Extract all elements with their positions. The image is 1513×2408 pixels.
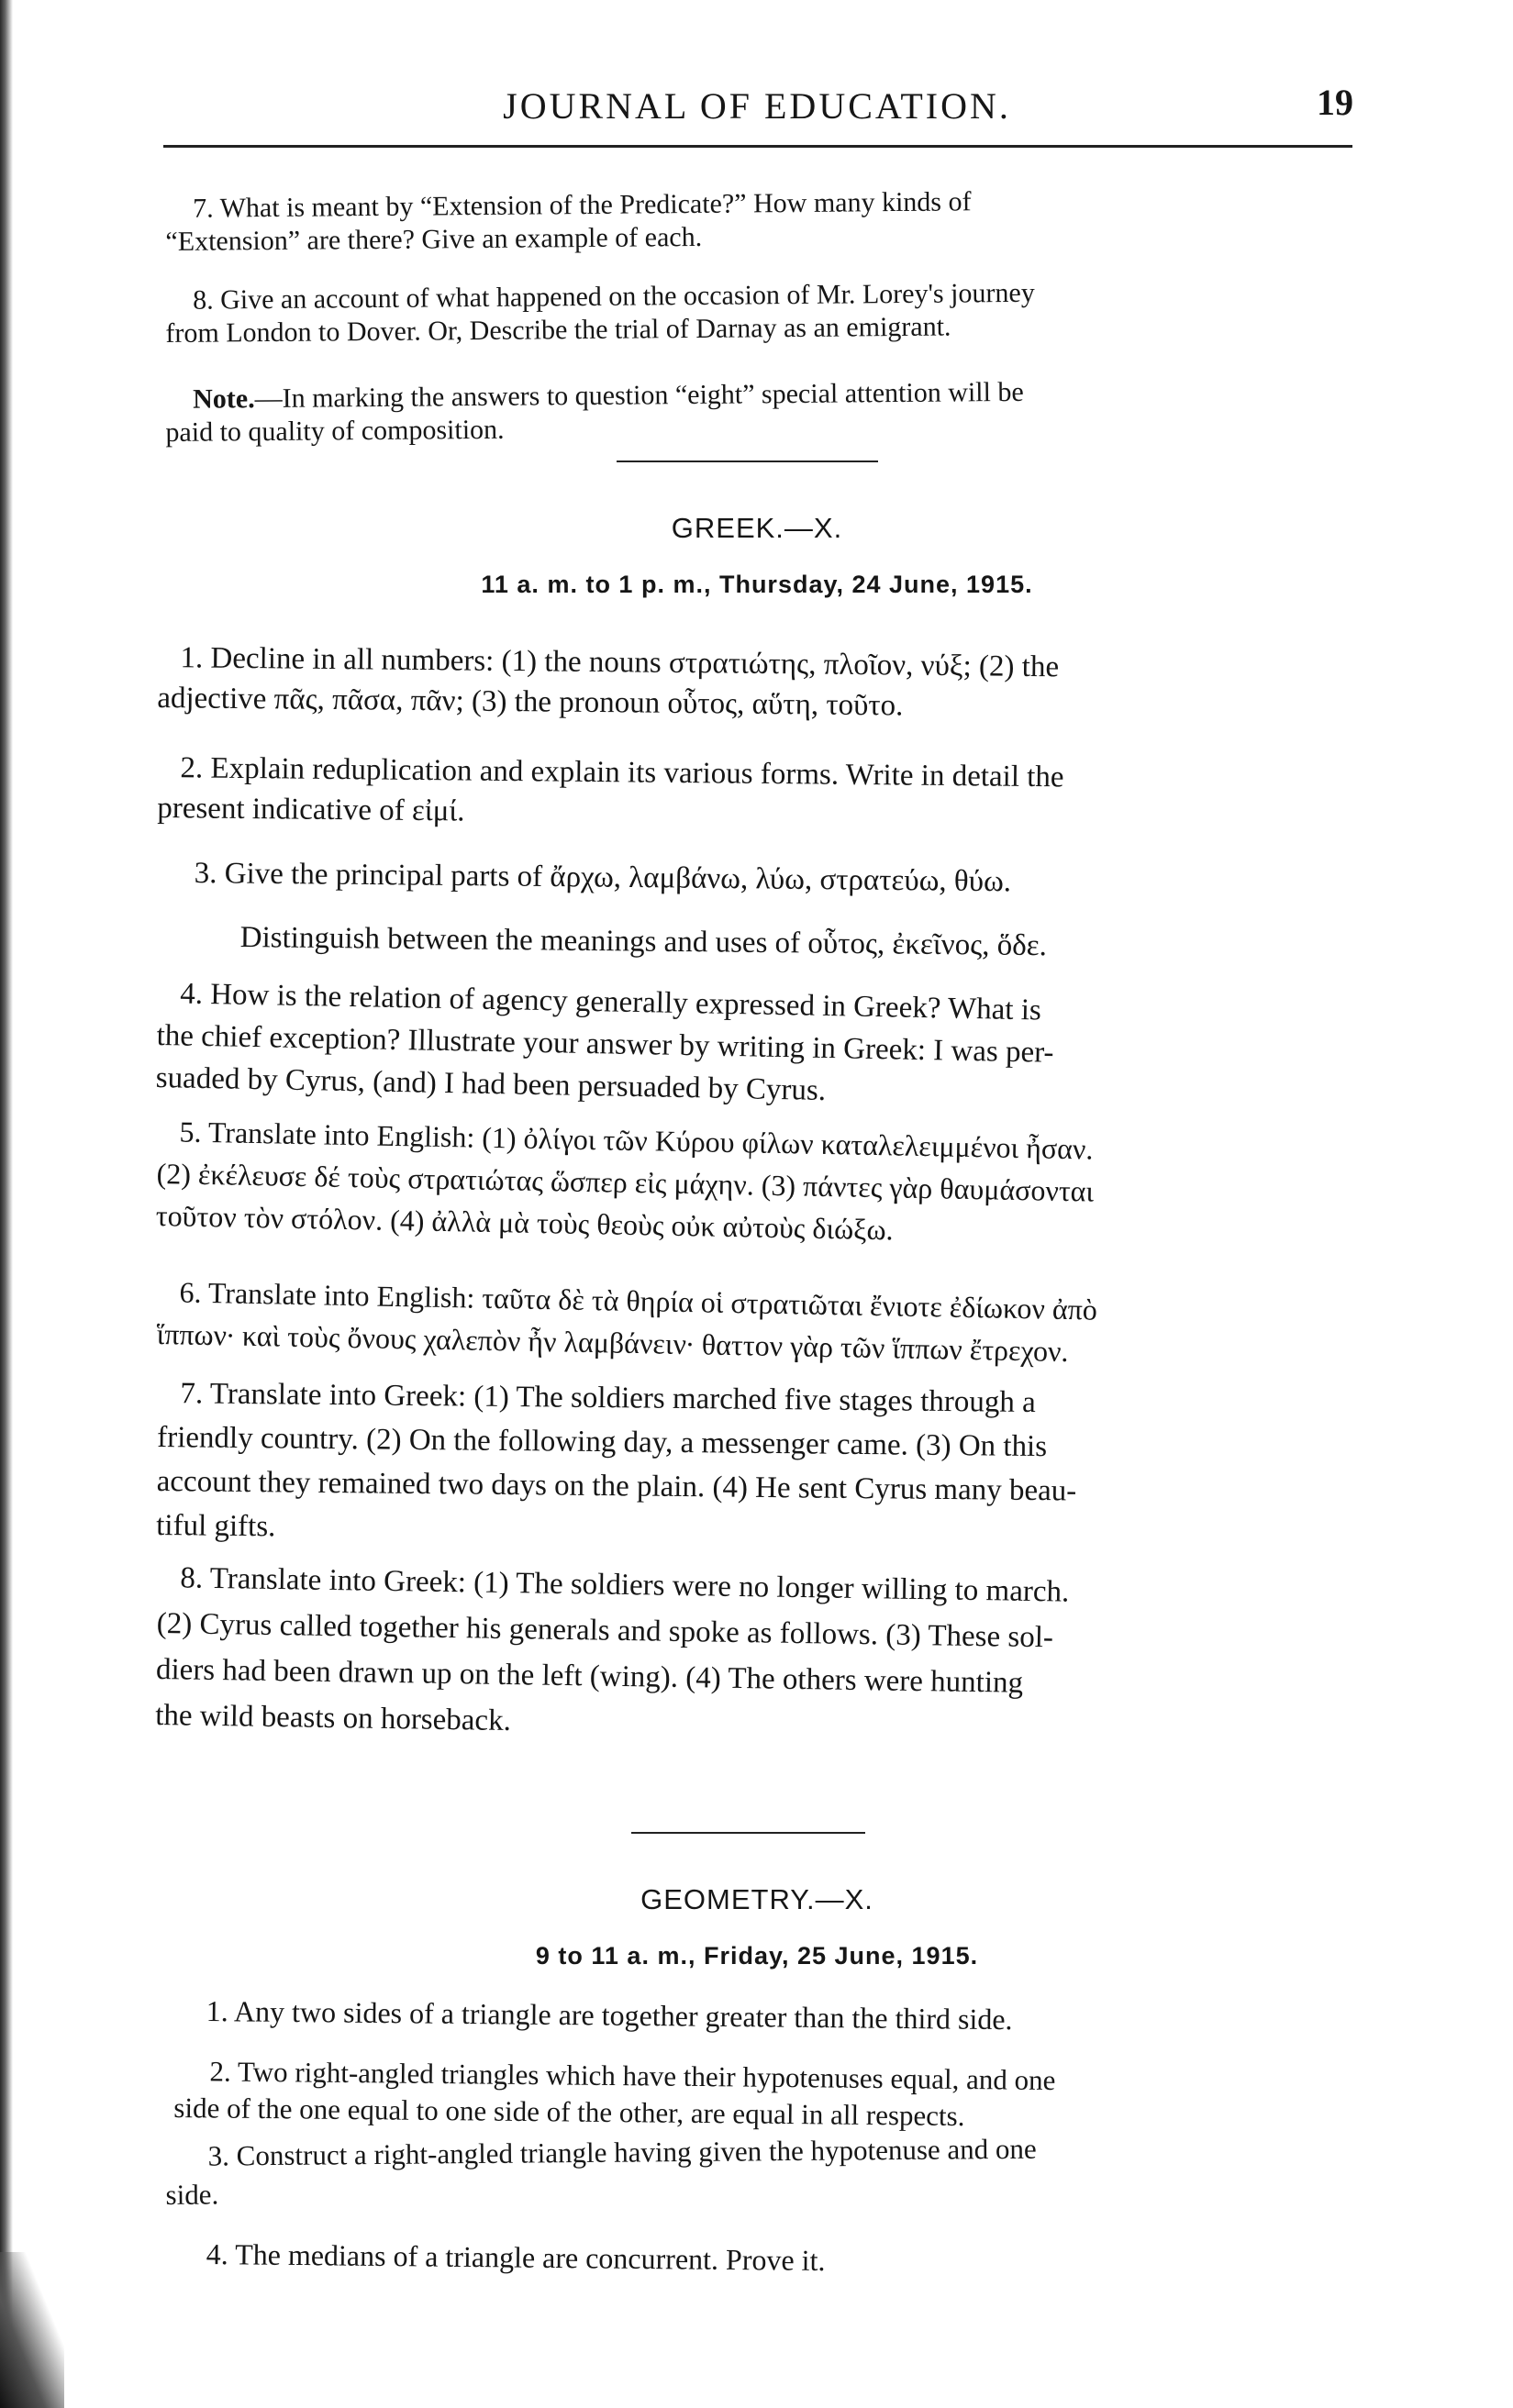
greek-q4-line-3: suaded by Cyrus, (and) I had been persuaded by Cyrus. <box>155 1060 827 1107</box>
greek-time: 11 a. m. to 1 p. m., Thursday, 24 June, 1915. <box>481 571 1033 598</box>
section-divider-2 <box>631 1832 865 1834</box>
geometry-time: 9 to 11 a. m., Friday, 25 June, 1915. <box>535 1942 979 1970</box>
greek-q8-line-2: (2) Cyrus called together his generals and spoke as follows. (3) These sol- <box>156 1606 1054 1655</box>
greek-q6 <box>156 1271 1360 1378</box>
greek-q3 <box>195 853 1360 905</box>
greek-q7-line-1: 7. Translate into Greek: (1) The soldiers marched five stages through a <box>157 1376 1036 1420</box>
greek-q3-line-1: 3. Give the principal parts of ἄρχω, λαμβάνω, λύω, στρατεύω, θύω. <box>194 856 1012 899</box>
question-8-line-1: 8. Give an account of what happened on the occasion of Mr. Lorey's journey <box>165 277 1035 316</box>
greek-q8-line-3: diers had been drawn up on the left (wing). (4) The others were hunting <box>155 1652 1024 1700</box>
greek-q4-line-2: the chief exception? Illustrate your answer by writing in Greek: I was per- <box>156 1018 1054 1070</box>
greek-q5-line-3: τοῦτον τὸν στόλον. (4) ἀλλὰ μὰ τοὺς θεοὺς οὐκ αὐτοὺς διώξω. <box>155 1198 894 1247</box>
greek-q8-line-1: 8. Translate into Greek: (1) The soldiers were no longer willing to march. <box>157 1560 1070 1609</box>
geometry-q2-line-1: 2. Two right-angled triangles which have their hypotenuses equal, and one <box>173 2055 1056 2097</box>
geometry-q3-line-2: side. <box>165 2178 219 2211</box>
geometry-heading: GEOMETRY.—X. <box>640 1883 873 1915</box>
note-line-2: paid to quality of composition. <box>165 414 505 448</box>
journal-title: JOURNAL OF EDUCATION. <box>503 85 1011 127</box>
greek-q3-line-2: Distinguish between the meanings and uses of οὗτος, ἐκεῖνος, ὅδε. <box>239 920 1048 963</box>
greek-q7-line-3: account they remained two days on the plain. (4) He sent Cyrus many beau- <box>156 1464 1077 1508</box>
question-8 <box>165 274 1350 350</box>
question-7-line-2: “Extension” are there? Give an example of each. <box>165 221 703 257</box>
page-number: 19 <box>1317 82 1353 123</box>
greek-q3-part-2 <box>240 917 1360 970</box>
question-7-line-1: 7. What is meant by “Extension of the Predicate?” How many kinds of <box>165 186 972 224</box>
note-text-1: —In marking the answers to question “eight” special attention will be <box>254 376 1024 415</box>
geometry-q3 <box>165 2127 1359 2214</box>
geometry-q1 <box>206 1991 1358 2043</box>
geometry-q4 <box>206 2234 1358 2286</box>
greek-q8-line-4: the wild beasts on horseback. <box>154 1698 512 1738</box>
greek-q5-line-2: (2) ἐκέλευσε δέ τοὺς στρατιώτας ὥσπερ εἰς μάχην. (3) πάντες γὰρ θαυμάσονται <box>156 1156 1095 1208</box>
greek-q7-line-4: tiful gifts. <box>156 1508 276 1544</box>
greek-q4 <box>155 972 1359 1122</box>
geometry-q3-line-1: 3. Construct a right-angled triangle having given the hypotenuse and one <box>165 2132 1037 2172</box>
greek-q8 <box>155 1555 1360 1758</box>
geometry-q4-line-1: 4. The medians of a triangle are concurrent. Prove it. <box>206 2236 826 2278</box>
page-corner-shadow <box>0 2252 64 2408</box>
geometry-q1-line-1: 1. Any two sides of a triangle are together greater than the third side. <box>206 1993 1013 2036</box>
greek-q7-line-2: friendly country. (2) On the following day, a messenger came. (3) On this <box>157 1420 1048 1464</box>
greek-q1-line-1: 1. Decline in all numbers: (1) the nouns στρατιώτης, πλοῖον, νύξ; (2) the <box>157 640 1060 684</box>
greek-q7 <box>156 1371 1360 1560</box>
geometry-q2-line-2: side of the one equal to one side of the other, are equal in all respects. <box>173 2091 965 2133</box>
greek-heading: GREEK.—X. <box>671 512 843 544</box>
greek-q2-line-2: present indicative of εἰμί. <box>157 791 465 828</box>
question-8-line-2: from London to Dover. Or, Describe the trial of Darnay as an emigrant. <box>165 311 951 349</box>
note-label: Note. <box>165 383 255 415</box>
note <box>165 373 1350 449</box>
greek-q1-line-2: adjective πᾶς, πᾶσα, πᾶν; (3) the pronoun οὗτος, αὕτη, τοῦτο. <box>157 681 904 723</box>
greek-q4-line-1: 4. How is the relation of agency generally expressed in Greek? What is <box>157 976 1042 1027</box>
question-7 <box>165 183 1350 259</box>
greek-q6-line-1: 6. Translate into English: ταῦτα δὲ τὰ θηρία οἱ στρατιῶται ἔνιοτε ἐδίωκον ἀπὸ <box>157 1274 1098 1326</box>
section-divider-1 <box>617 461 878 462</box>
greek-q2 <box>157 748 1360 841</box>
geometry-q2 <box>173 2053 1358 2139</box>
greek-q2-line-1: 2. Explain reduplication and explain its various forms. Write in detail the <box>157 750 1064 794</box>
greek-q6-line-2: ἵππων· καὶ τοὺς ὄνους χαλεπὸν ἦν λαμβάνειν· θαττον γὰρ τῶν ἵππων ἔτρεχον. <box>156 1316 1069 1369</box>
running-header <box>161 81 1353 136</box>
header-rule <box>163 145 1352 148</box>
greek-q5 <box>155 1110 1359 1259</box>
greek-q1 <box>157 638 1360 731</box>
page-spine-shadow <box>0 0 13 2408</box>
greek-q5-line-1: 5. Translate into English: (1) ὀλίγοι τῶν Κύρου φίλων καταλελειμμένοι ἦσαν. <box>157 1114 1094 1166</box>
